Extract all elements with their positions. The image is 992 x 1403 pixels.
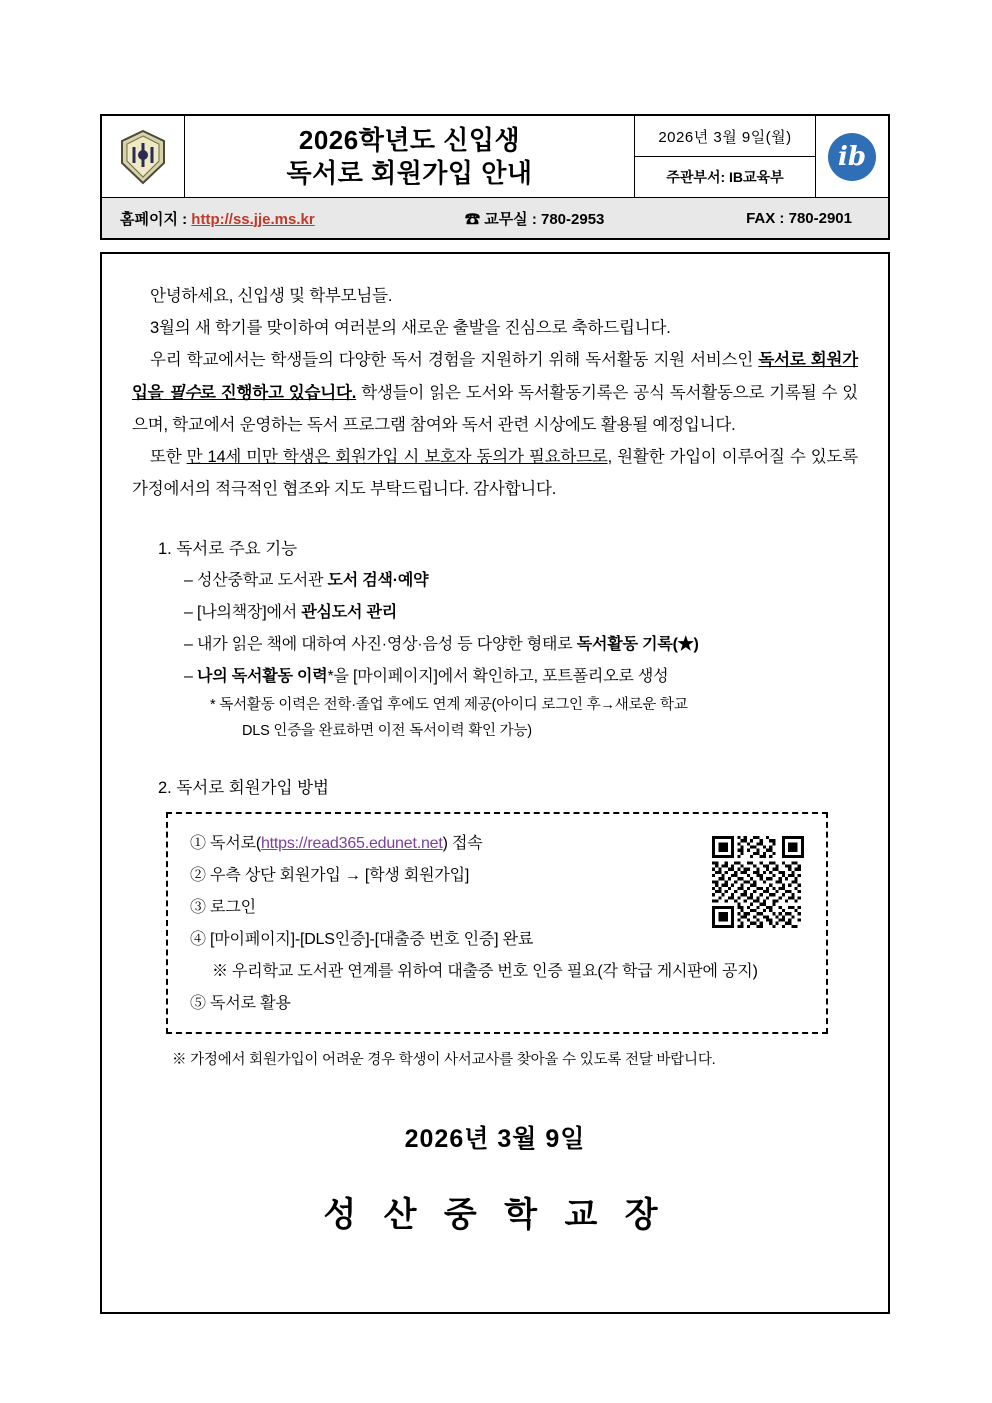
item-text: – [나의책장]에서 — [184, 604, 302, 622]
list-item — [184, 661, 858, 693]
p3-part-d: 로 진행하고 있습니다. — [200, 383, 357, 402]
step-text: 독서로( — [205, 834, 261, 852]
step-number: ⑤ — [190, 994, 206, 1012]
intro-paragraph-4 — [132, 441, 858, 505]
homepage-label: 홈페이지 : — [120, 210, 192, 228]
office-phone-text: 교무실 : 780-2953 — [484, 210, 605, 228]
list-item — [184, 565, 858, 597]
document-body — [100, 252, 890, 1314]
list-item — [184, 629, 858, 661]
footnote-line-1: * 독서활동 이력은 전학·졸업 후에도 연계 제공(아이디 로그인 후→새로운 학교 — [210, 697, 688, 714]
document-title — [185, 116, 635, 197]
list-item — [184, 597, 858, 629]
step-text: [마이페이지]-[DLS인증]-[대출증 번호 인증] 완료 — [205, 930, 534, 948]
read365-link[interactable]: https://read365.edunet.net — [260, 834, 443, 852]
step-text: 우측 상단 회원가입 → [학생 회원가입] — [205, 866, 470, 884]
ib-logo-cell — [816, 116, 888, 197]
item-text: – — [184, 668, 197, 686]
footer-note: ※ 가정에서 회원가입이 어려운 경우 학생이 사서교사를 찾아올 수 있도록 전달 바랍니다. — [172, 1051, 716, 1068]
title-line-2: 독서로 회원가입 안내 — [286, 157, 533, 188]
step-number: ② — [190, 866, 206, 884]
signature-date: 2026년 3월 9일 — [404, 1124, 586, 1153]
p4-part-c: 원활한 가입이 이루어질 수 있도록 가정에서의 적극적인 협조와 지도 부탁드립니다. 감사합니다. — [132, 447, 858, 499]
list-item — [190, 924, 806, 956]
header-meta — [635, 116, 816, 197]
p3-part-e: 학생들이 읽은 도서와 독서활동기록은 공식 독서활동으로 기록될 수 있으며, 학교에서 운영하는 독서 프로그램 참여와 독서 관련 시상에도 활용될 예정입니다. — [132, 383, 858, 434]
signature-name: 성 산 중 학 교 장 — [323, 1195, 667, 1234]
step-tail: ) 접속 — [442, 834, 483, 852]
section-1-title: 1. 독서로 주요 기능 — [158, 540, 298, 559]
step-text: 독서로 활용 — [205, 994, 291, 1012]
document-page — [100, 114, 890, 1326]
item-text: – 성산중학교 도서관 — [184, 572, 328, 590]
intro-paragraph-1: 안녕하세요, 신입생 및 학부모님들. — [150, 287, 393, 305]
item-bold: 나의 독서활동 이력 — [196, 668, 328, 686]
telephone-icon: ☎ — [465, 210, 481, 228]
item-bold: 도서 검색·예약 — [327, 572, 429, 590]
contact-bar — [100, 198, 890, 240]
item-bold: 관심도서 관리 — [301, 604, 398, 622]
step-number: ③ — [190, 898, 206, 916]
item-bold: 독서활동 기록(★) — [576, 636, 699, 654]
step-number: ④ — [190, 930, 206, 948]
issue-date: 2026년 3월 9일(월) — [635, 116, 815, 157]
school-emblem-icon — [116, 129, 170, 185]
item-tail: *을 [마이페이지]에서 확인하고, 포트폴리오로 생성 — [327, 668, 669, 686]
department: 주관부서: IB교육부 — [666, 169, 784, 185]
p4-part-a: 또한 — [150, 447, 187, 466]
intro-paragraph-2: 3월의 새 학기를 맞이하여 여러분의 새로운 출발을 진심으로 축하드립니다. — [150, 319, 671, 338]
p3-part-b: 독서로 회원가입을 — [132, 351, 859, 402]
p3-part-a: 우리 학교에서는 학생들의 다양한 독서 경험을 지원하기 위해 독서활동 지원 서비스인 — [150, 351, 759, 370]
qr-code-image — [712, 836, 804, 928]
footnote-line-2: DLS 인증을 완료하면 이전 독서이력 확인 가능) — [242, 722, 532, 739]
item-text: – 내가 읽은 책에 대하여 사진·영상·음성 등 다양한 형태로 — [184, 636, 577, 654]
intro-paragraph-3 — [132, 344, 858, 441]
p3-part-c: 필수 — [168, 383, 201, 402]
section-1-footnote — [210, 693, 858, 744]
signup-steps-box — [166, 812, 828, 1034]
school-emblem-cell — [102, 116, 185, 197]
ib-logo-icon: ib — [828, 133, 876, 181]
document-header — [100, 114, 890, 198]
office-phone-item — [465, 208, 698, 229]
fax-item: FAX : 780-2901 — [746, 209, 852, 227]
homepage-link[interactable]: http://ss.jje.ms.kr — [191, 210, 315, 228]
step-number: ① — [190, 834, 206, 852]
title-line-1: 2026학년도 신입생 — [298, 125, 521, 155]
steps-sub-note: ※ 우리학교 도서관 연계를 위하여 대출증 번호 인증 필요(각 학급 게시판에 공지) — [212, 962, 758, 980]
section-1-list — [132, 565, 858, 693]
step-text: 로그인 — [205, 898, 256, 916]
homepage-item — [120, 208, 465, 229]
p4-part-b: 만 14세 미만 학생은 회원가입 시 보호자 동의가 필요하므로, — [186, 447, 612, 466]
section-2-title: 2. 독서로 회원가입 방법 — [158, 778, 329, 797]
list-item — [190, 988, 806, 1020]
